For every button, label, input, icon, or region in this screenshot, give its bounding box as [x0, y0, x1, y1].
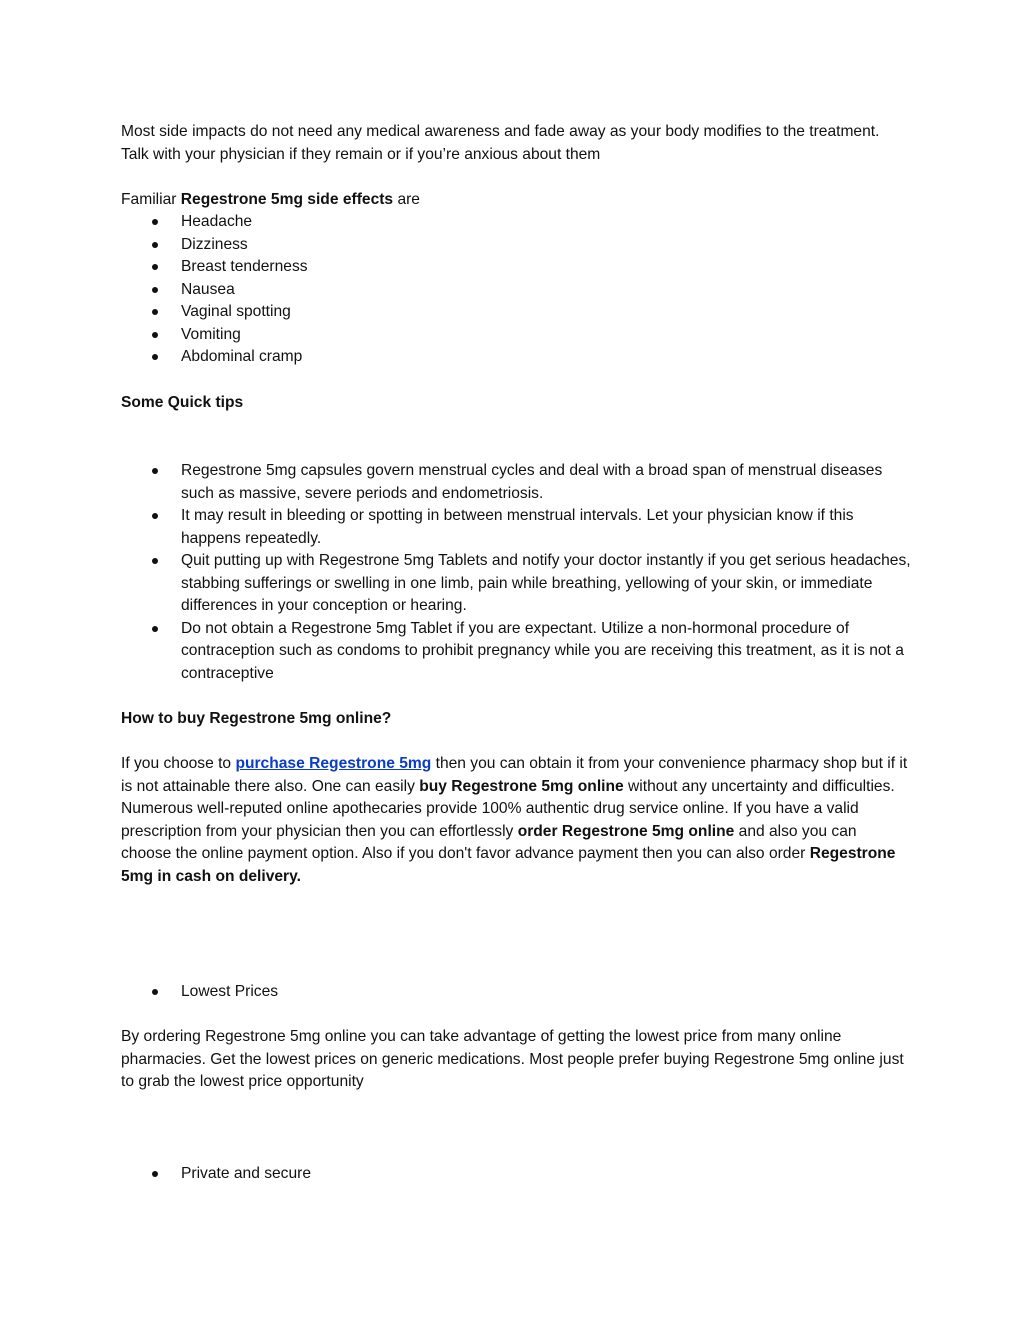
buy-text-3: without any uncertainty and difficulties. Numerous well-reputed online apothecaries provide 100% authentic drug service online. If you have a valid prescription from your physician then you can effortlessly — [121, 777, 895, 840]
buy-text-1: If you choose to — [121, 755, 236, 772]
buy-text-4: and also you can choose the online payment option. Also if you don't favor advance payment then you can also order — [121, 822, 857, 862]
side-effects-intro — [121, 189, 911, 212]
private-secure-list — [121, 1163, 911, 1186]
lowest-prices-paragraph: By ordering Regestrone 5mg online you can take advantage of getting the lowest price from many online pharmacies. Get the lowest prices on generic medications. Most people prefer buying Regestrone 5mg online just to grab the lowest price opportunity — [121, 1028, 904, 1090]
how-to-buy-heading: How to buy Regestrone 5mg online? — [121, 710, 392, 727]
intro-paragraph: Most side impacts do not need any medical awareness and fade away as your body modifies to the treatment. Talk with your physician if they remain or if you’re anxious about them — [121, 123, 880, 163]
list-item: Breast tenderness — [121, 256, 911, 279]
how-to-buy-paragraph — [121, 753, 911, 888]
side-effects-prefix: Familiar — [121, 191, 181, 208]
list-item: It may result in bleeding or spotting in between menstrual intervals. Let your physician know if this happens repeatedly. — [121, 505, 911, 550]
list-item: Dizziness — [121, 234, 911, 257]
list-item: Nausea — [121, 279, 911, 302]
list-item: Abdominal cramp — [121, 346, 911, 369]
lowest-prices-list — [121, 981, 911, 1004]
buy-keyword-1: buy Regestrone 5mg online — [419, 777, 624, 795]
quick-tips-heading: Some Quick tips — [121, 394, 244, 411]
list-item: Quit putting up with Regestrone 5mg Tablets and notify your doctor instantly if you get serious headaches, stabbing sufferings or swelling in one limb, pain while breathing, yellowing of your skin, or immediate differences in your conception or hearing. — [121, 550, 911, 618]
side-effects-suffix: are — [393, 191, 420, 208]
list-item: Private and secure — [121, 1163, 911, 1186]
buy-text-2: then you can obtain it from your convenience pharmacy shop but if it is not attainable there also. One can easily — [121, 755, 908, 795]
list-item: Vomiting — [121, 324, 911, 347]
purchase-link[interactable]: purchase Regestrone 5mg — [235, 755, 432, 772]
buy-keyword-3: Regestrone 5mg in cash on delivery. — [121, 845, 896, 885]
list-item: Vaginal spotting — [121, 301, 911, 324]
quick-tips-list — [121, 460, 911, 685]
side-effects-keyword: Regestrone 5mg side effects — [180, 191, 394, 208]
list-item: Lowest Prices — [121, 981, 911, 1004]
side-effects-list — [121, 211, 911, 369]
buy-keyword-2: order Regestrone 5mg online — [517, 822, 735, 840]
list-item: Headache — [121, 211, 911, 234]
list-item: Regestrone 5mg capsules govern menstrual cycles and deal with a broad span of menstrual diseases such as massive, severe periods and endometriosis. — [121, 460, 911, 505]
list-item: Do not obtain a Regestrone 5mg Tablet if you are expectant. Utilize a non-hormonal procedure of contraception such as condoms to prohibit pregnancy while you are receiving this treatment, as it is not a contraceptive — [121, 618, 911, 686]
